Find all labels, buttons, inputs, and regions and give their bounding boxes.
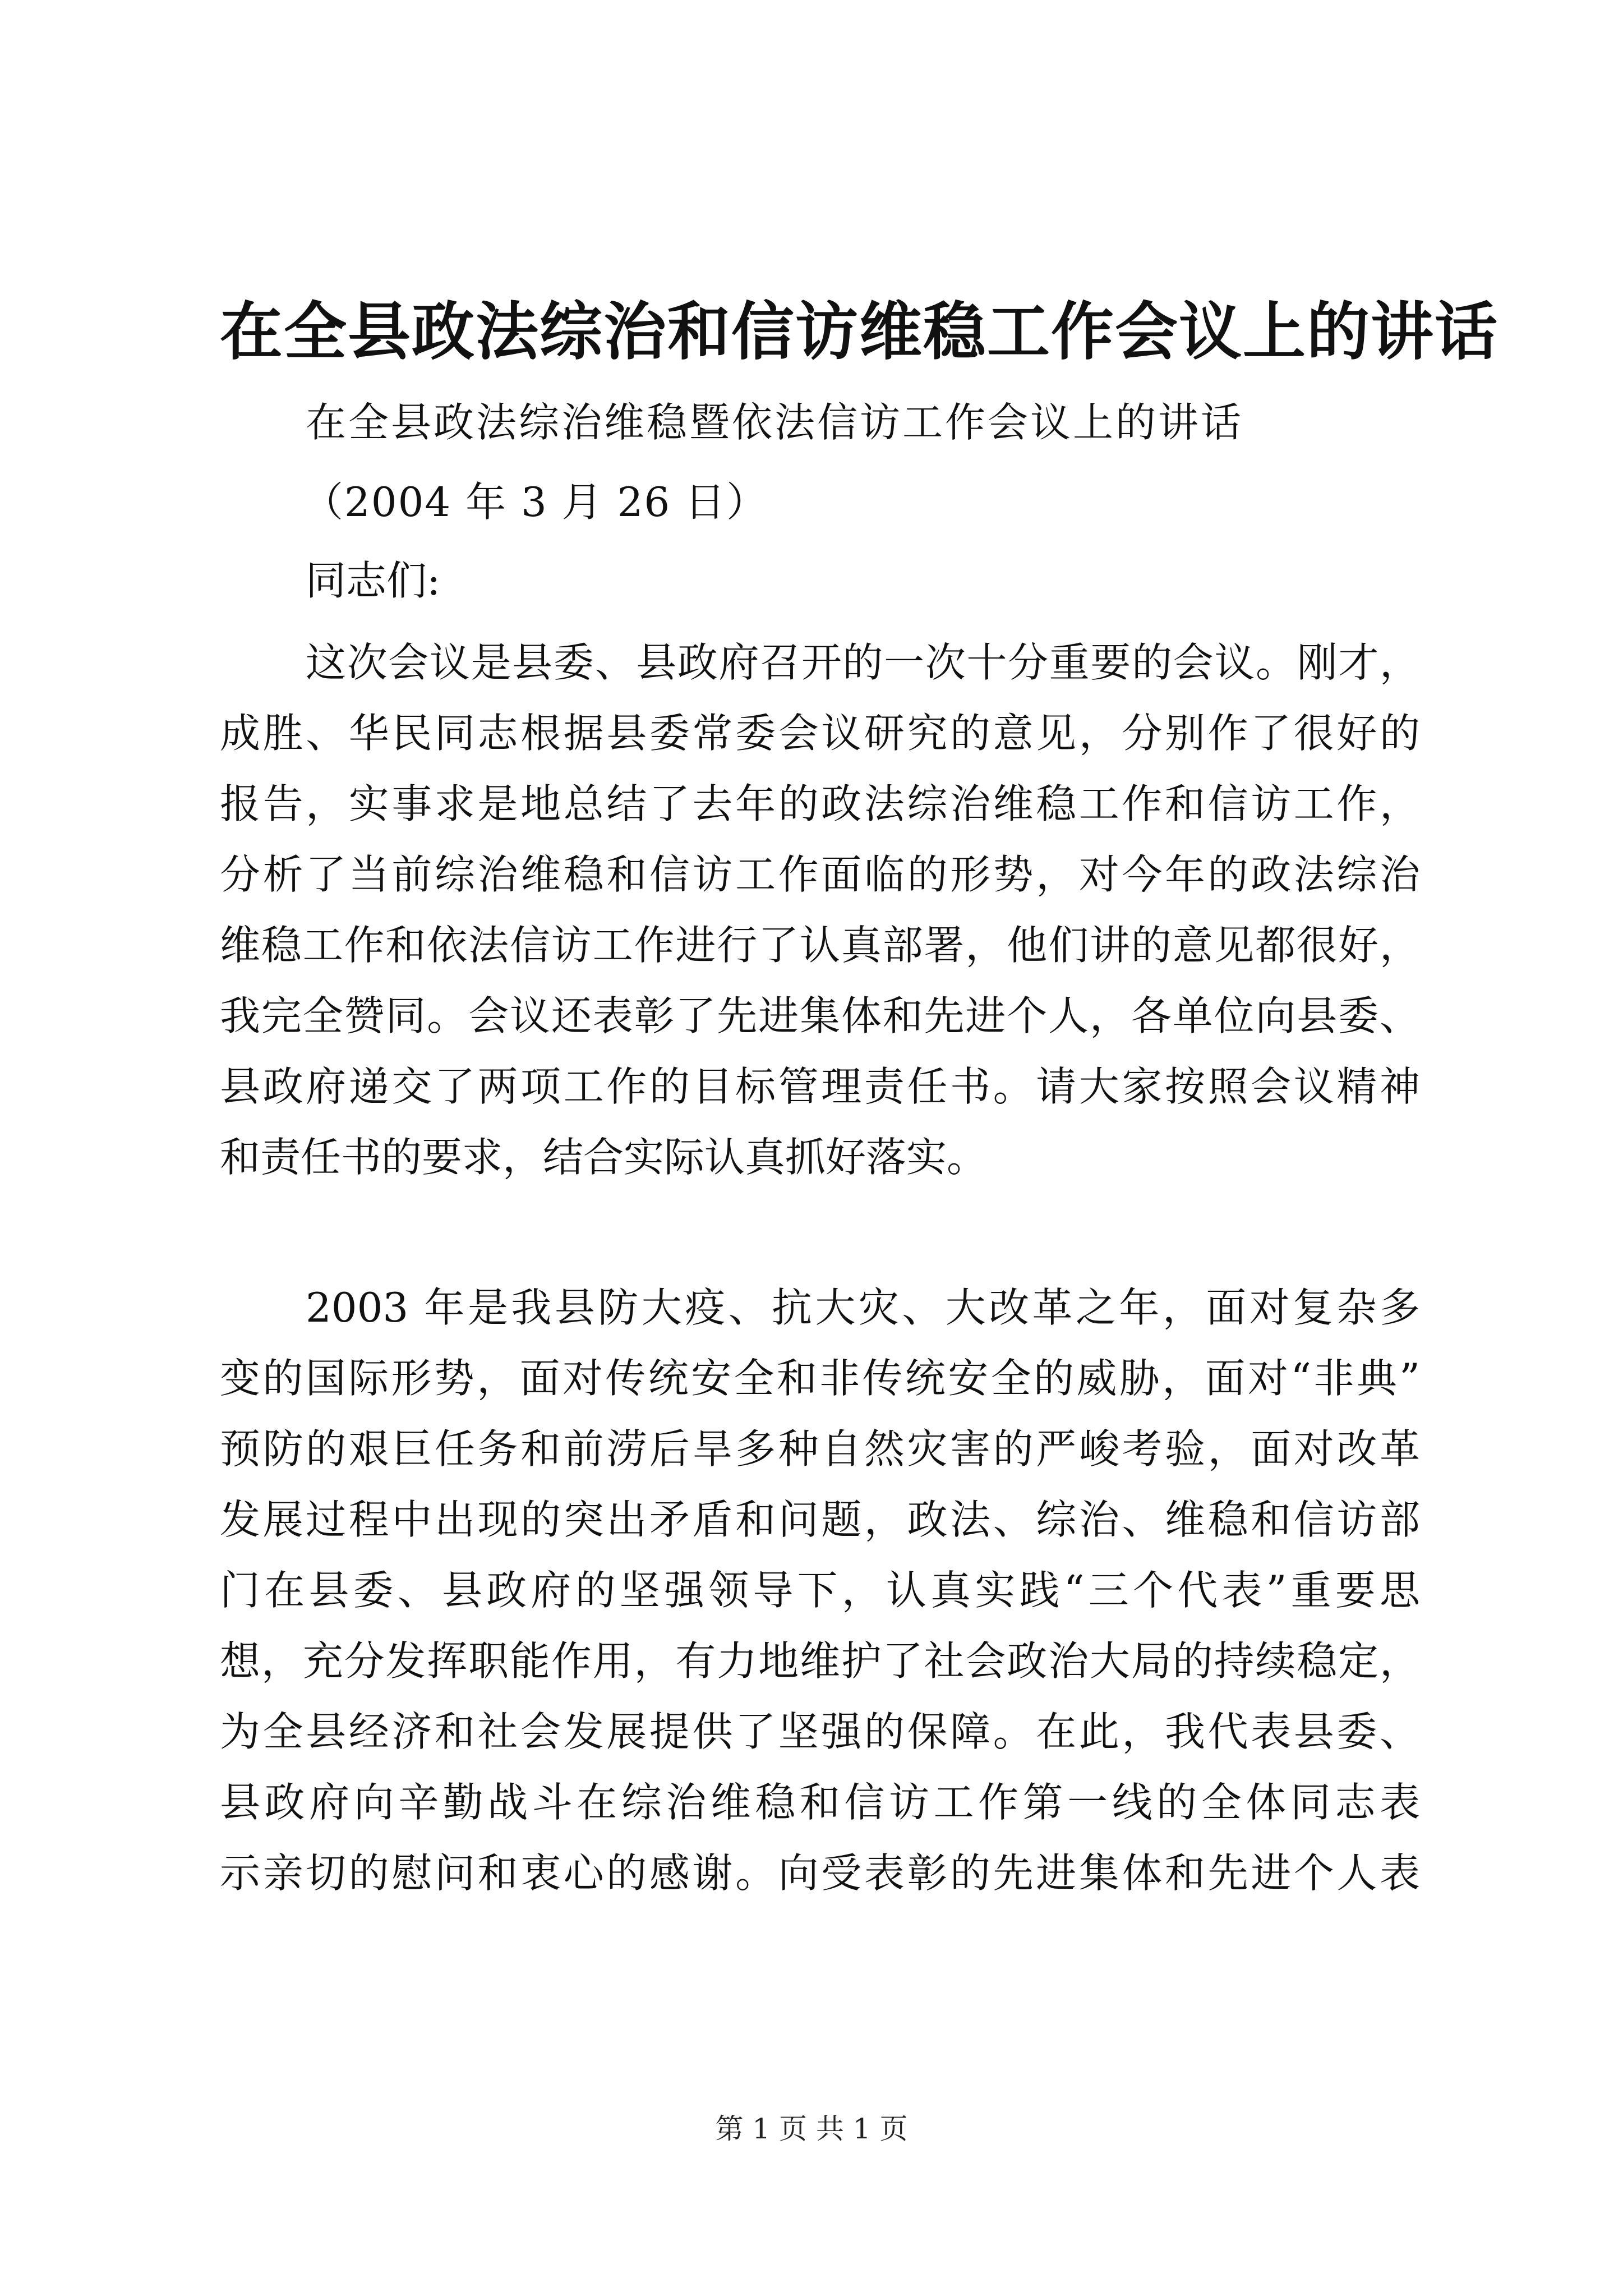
paragraph-line: 门在县委、县政府的坚强领导下，认真实践“三个代表”重要思	[220, 1567, 1420, 1614]
paragraph-1	[220, 627, 1420, 1193]
document-title: 在全县政法综治和信访维稳工作会议上的讲话	[220, 295, 1498, 369]
paragraph-line: 我完全赞同。会议还表彰了先进集体和先进个人，各单位向县委、	[220, 992, 1420, 1039]
paragraph-line: 维稳工作和依法信访工作进行了认真部署，他们讲的意见都很好，	[220, 922, 1420, 969]
paragraph-line: 变的国际形势，面对传统安全和非传统安全的威胁，面对“非典”	[220, 1355, 1420, 1402]
page-footer	[0, 2109, 1623, 2148]
subtitle-line: 在全县政法综治维稳暨依法信访工作会议上的讲话	[306, 399, 1244, 446]
paragraph-line: 报告，实事求是地总结了去年的政法综治维稳工作和信访工作，	[220, 780, 1420, 827]
paragraph-line: 示亲切的慰问和衷心的感谢。向受表彰的先进集体和先进个人表	[220, 1849, 1420, 1897]
salutation	[306, 545, 1506, 616]
paragraph-line: 县政府递交了两项工作的目标管理责任书。请大家按照会议精神	[220, 1063, 1420, 1110]
paragraph-line: 成胜、华民同志根据县委常委会议研究的意见，分别作了很好的	[220, 710, 1420, 757]
paragraph-line: 分析了当前综治维稳和信访工作面临的形势，对今年的政法综治	[220, 851, 1420, 898]
paragraph-line: 和责任书的要求，结合实际认真抓好落实。	[220, 1134, 988, 1181]
paragraph-line: 2003 年是我县防大疫、抗大灾、大改革之年，面对复杂多	[306, 1284, 1420, 1331]
paragraph-line: 这次会议是县委、县政府召开的一次十分重要的会议。刚才，	[306, 639, 1420, 686]
date-line: （2004 年 3 月 26 日）	[303, 478, 768, 526]
paragraph-line: 发展过程中出现的突出矛盾和问题，政法、综治、维稳和信访部	[220, 1496, 1420, 1543]
paragraph-line: 预防的艰巨任务和前涝后旱多种自然灾害的严峻考验，面对改革	[220, 1425, 1420, 1473]
paragraph-2	[220, 1272, 1420, 1908]
speech-date	[303, 467, 1503, 537]
paragraph-line: 为全县经济和社会发展提供了坚强的保障。在此，我代表县委、	[220, 1708, 1420, 1755]
document-subtitle	[220, 387, 1420, 458]
paragraph-line: 县政府向辛勤战斗在综治维稳和信访工作第一线的全体同志表	[220, 1779, 1420, 1826]
page-number: 第 1 页 共 1 页	[715, 2113, 908, 2145]
paragraph-line: 想，充分发挥职能作用，有力地维护了社会政治大局的持续稳定，	[220, 1637, 1420, 1685]
salutation-line: 同志们:	[306, 557, 441, 604]
